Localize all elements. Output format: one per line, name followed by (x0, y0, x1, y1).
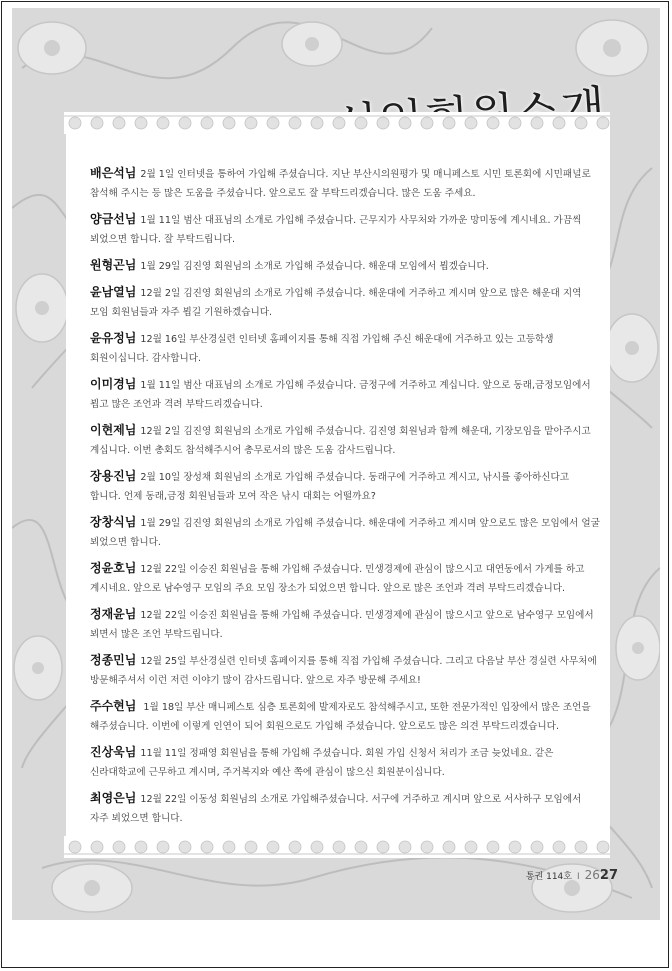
member-name: 장용진님 (90, 468, 137, 483)
member-description: 12월 22일 이승진 회원님을 통해 가입해 주셨습니다. 민생경제에 관심이 많으시고 앞으로 남수영구 모임에서 뵈면서 많은 조언 부탁드립니다. (90, 609, 594, 640)
member-entry (90, 513, 602, 553)
member-entry (90, 467, 602, 507)
member-description: 2월 10일 장성채 회원님의 소개로 가입해 주셨습니다. 동래구에 거주하고 계시고, 낚시를 좋아하신다고 합니다. 언제 동래,금정 회원님들과 모여 작은 낚시 대회는 어떨까요? (90, 471, 570, 502)
member-name: 양금선님 (90, 212, 137, 226)
member-entry (90, 375, 602, 415)
member-name: 이현제님 (90, 422, 137, 437)
member-description: 12월 22일 이동성 회원님의 소개로 가입해주셨습니다. 서구에 거주하고 계시며 앞으로 서사하구 모임에서 자주 뵈었으면 합니다. (90, 793, 582, 824)
member-name: 정윤호님 (90, 560, 137, 575)
lace-border-top (64, 112, 610, 134)
member-entry (90, 283, 602, 323)
member-entry (90, 743, 602, 783)
member-description: 12월 2일 김진영 회원님의 소개로 가입해 주셨습니다. 김진영 회원님과 함께 해운대, 기장모임을 맡아주시고 계십니다. 이번 총회도 참석해주시어 총무로서의 많은 도움 감사드립니다. (90, 425, 591, 456)
member-name: 윤남열님 (90, 284, 137, 299)
member-name: 정종민님 (90, 652, 137, 667)
member-entry (90, 605, 602, 645)
page-number-right: 27 (599, 868, 618, 883)
member-entry (90, 210, 602, 250)
member-description: 12월 25일 부산경실련 인터넷 홈페이지를 통해 직접 가입해 주셨습니다. 그리고 다음날 부산 경실련 사무처에 방문해주셔서 이런 저런 이야기 많이 감사드립니다. 앞으로 자주 방문해 주세요! (90, 655, 597, 686)
member-name: 원형곤님 (90, 258, 137, 272)
member-name: 주수현님 (90, 698, 137, 713)
page-footer (526, 868, 618, 883)
member-description: 1월 11일 범산 대표님의 소개로 가입해 주셨습니다. 근무지가 사무처와 가까운 망미동에 계시네요. 가끔씩 뵈었으면 합니다. 잘 부탁드립니다. (90, 215, 582, 246)
member-name: 정재윤님 (90, 606, 137, 621)
footer-separator: I (576, 872, 580, 882)
issue-number: 통권 114호 (525, 872, 572, 882)
member-entry (90, 164, 602, 204)
member-intro-list (90, 164, 602, 835)
lace-border-bottom (64, 836, 610, 858)
member-name: 윤유정님 (90, 330, 137, 345)
member-entry (90, 789, 602, 829)
member-description: 12월 16일 부산경실련 인터넷 홈페이지를 통해 직접 가입해 주신 해운대에 거주하고 있는 고등학생 회원이십니다. 감사합니다. (90, 333, 554, 364)
member-entry (90, 651, 602, 691)
member-description: 1월 11일 범산 대표님의 소개로 가입해 주셨습니다. 금정구에 거주하고 계십니다. 앞으로 동래,금정모임에서 뵙고 많은 조언과 격려 부탁드리겠습니다. (90, 379, 591, 410)
member-description: 2월 1일 인터넷을 통하여 가입해 주셨습니다. 지난 부산시의원평가 및 매니페스토 시민 토론회에 시민패널로 참석해 주시는 등 많은 도움을 주셨습니다. 앞으로도 잘 부탁드리겠습니다. 많은 도움 주세요. (90, 169, 591, 200)
member-entry (90, 421, 602, 461)
member-entry (90, 256, 602, 276)
member-description: 12월 22일 이승진 회원님을 통해 가입해 주셨습니다. 민생경제에 관심이 많으시고 대연동에서 가게를 하고 계시네요. 앞으로 남수영구 모임의 주요 모임 장소가 되었으면 합니다. 앞으로 많은 조언과 격려 부탁드리겠습니다. (90, 563, 585, 594)
member-entry (90, 697, 602, 737)
member-description: 1월 29일 김진영 회원님의 소개로 가입해 주셨습니다. 해운대에 거주하고 계시며 앞으로도 많은 모임에서 얼굴 뵈었으면 합니다. (90, 517, 600, 548)
member-description: 12월 2일 김진영 회원님의 소개로 가입해 주셨습니다. 해운대에 거주하고 계시며 앞으로 많은 해운대 지역 모임 회원님들과 자주 뵙길 기원하겠습니다. (90, 287, 582, 318)
member-name: 이미경님 (90, 376, 137, 391)
member-description: 1월 29일 김진영 회원님의 소개로 가입해 주셨습니다. 해운대 모임에서 뵙겠습니다. (140, 261, 489, 272)
member-entry (90, 329, 602, 369)
member-name: 장창식님 (90, 514, 137, 529)
member-name: 진상욱님 (90, 744, 137, 759)
member-description: 1월 18일 부산 매니페스토 심층 토론회에 발제자로도 참석해주시고, 또한 전문가적인 입장에서 많은 조언을 해주셨습니다. 이번에 이렇게 인연이 되어 회원으로도 가입해 주셨습니다. 앞으로도 많은 의견 부탁드리겠습니다. (90, 701, 591, 732)
member-description: 11월 11일 정패영 회원님을 통해 가입해 주셨습니다. 회원 가입 신청서 처리가 조금 늦었네요. 같은 신라대학교에 근무하고 계시며, 주거복지와 예산 쪽에 관심이 많으신 회원분이십니다. (90, 747, 554, 778)
member-name: 최영은님 (90, 790, 137, 805)
page-number-left: 26 (584, 868, 600, 882)
member-entry (90, 559, 602, 599)
member-name: 배은석님 (90, 166, 137, 180)
